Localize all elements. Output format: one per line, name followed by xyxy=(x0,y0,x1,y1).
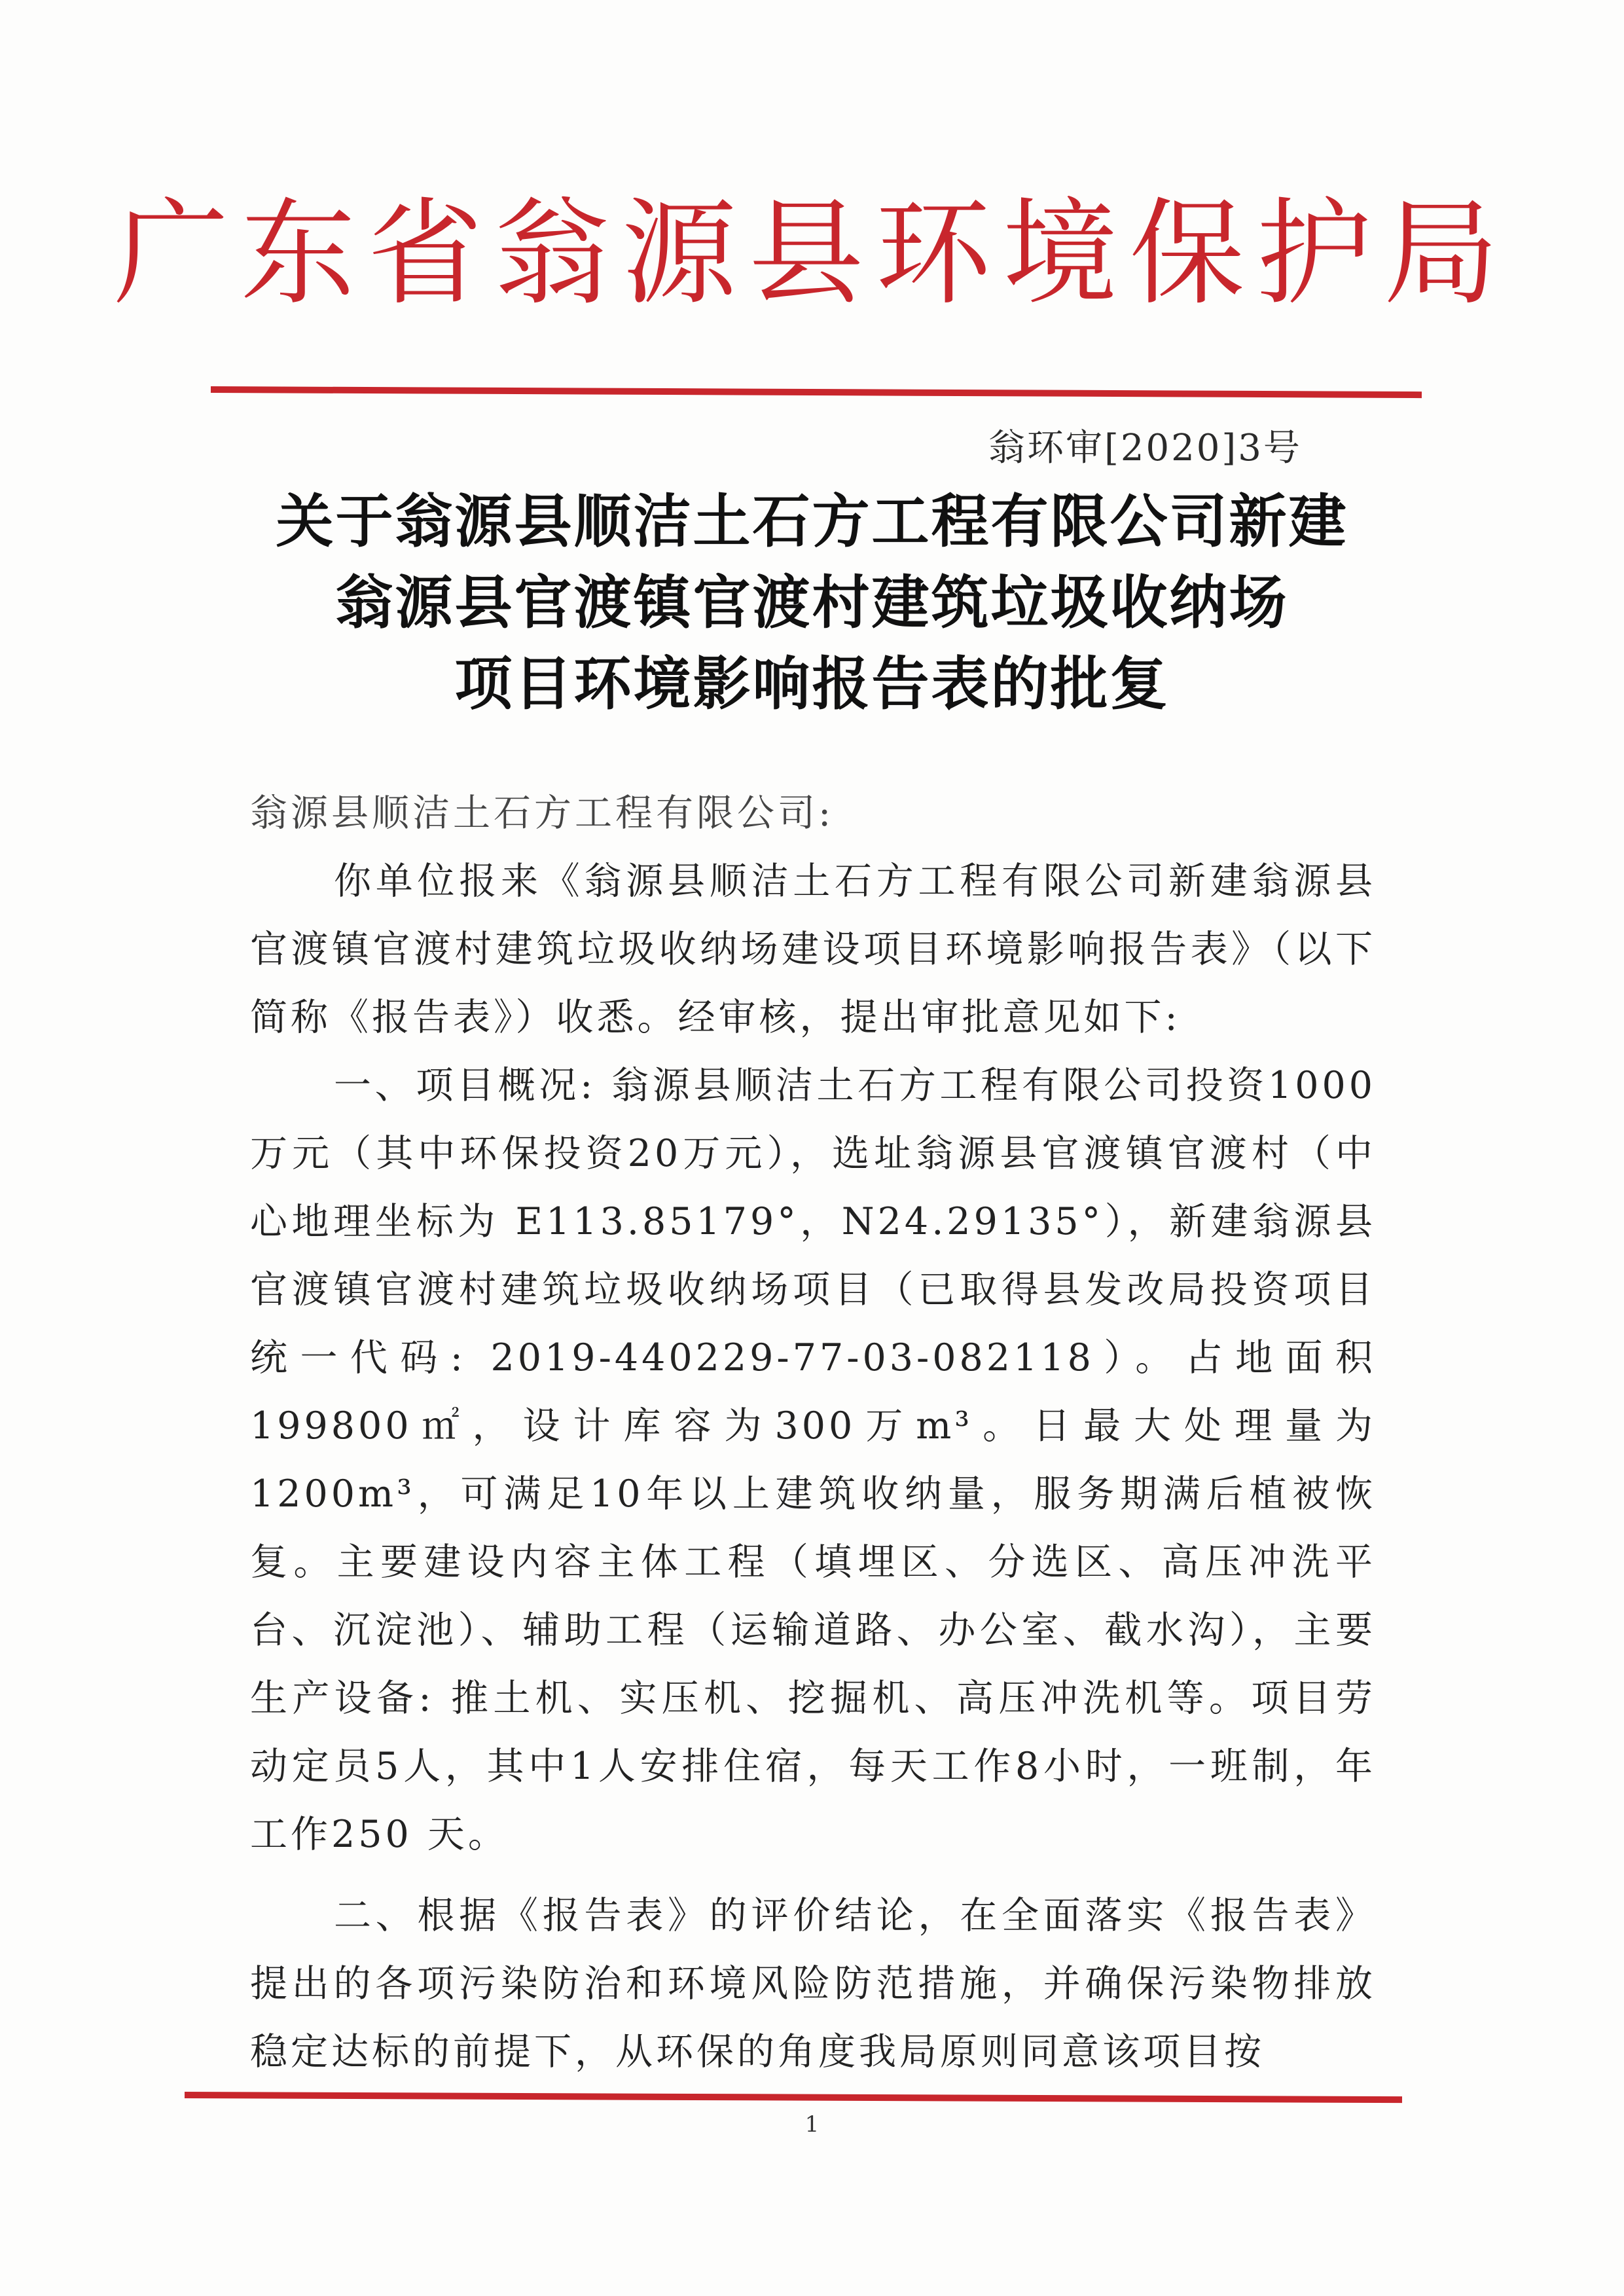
paragraph-intro: 你单位报来《翁源县顺洁土石方工程有限公司新建翁源县官渡镇官渡村建筑垃圾收纳场建设项目环境影响报告表》（以下简称《报告表》）收悉。经审核，提出审批意见如下: xyxy=(250,860,1376,1039)
document-title xyxy=(0,481,1624,725)
title-line-2: 翁源县官渡镇官渡村建筑垃圾收纳场 xyxy=(335,569,1289,636)
red-divider-top xyxy=(211,386,1422,398)
paragraph-conclusion: 二、根据《报告表》的评价结论，在全面落实《报告表》提出的各项污染防治和环境风险防范措施，并确保污染物排放稳定达标的前提下，从环保的角度我局原则同意该项目按 xyxy=(250,1894,1376,2073)
page-number: 1 xyxy=(804,2111,820,2138)
letterhead-title: 广东省翁源县环境保护局 xyxy=(113,187,1511,321)
document-body xyxy=(250,779,1376,2086)
document-number: 翁环审[2020]3号 xyxy=(988,427,1302,469)
title-line-1: 关于翁源县顺洁土石方工程有限公司新建 xyxy=(276,488,1348,555)
red-divider-bottom xyxy=(185,2092,1402,2103)
title-line-3: 项目环境影响报告表的批复 xyxy=(454,650,1170,718)
paragraph-overview: 一、项目概况: 翁源县顺洁土石方工程有限公司投资1000万元（其中环保投资20万元），选址翁源县官渡镇官渡村（中心地理坐标为 E113.85179°，N24.29135°），新建翁源县官渡镇官渡村建筑垃圾收纳场项目（已取得县发改局投资项目统一代码: 2019-440229-77-03-082118）。占地面积199800㎡，设计库容为300万m³。日最大处理量为1200m³，可满足10年以上建筑收纳量，服务期满后植被恢复。主要建设内容主体工程（填埋区、分选区、高压冲洗平台、沉淀池）、辅助工程（运输道路、办公室、截水沟），主要生产设备: 推土机、实压机、挖掘机、高压冲洗机等。项目劳动定员5人，其中1人安排住宿，每天工作8小时，一班制，年工作250 天。 xyxy=(250,1064,1376,1856)
salutation: 翁源县顺洁土石方工程有限公司: xyxy=(250,792,835,835)
